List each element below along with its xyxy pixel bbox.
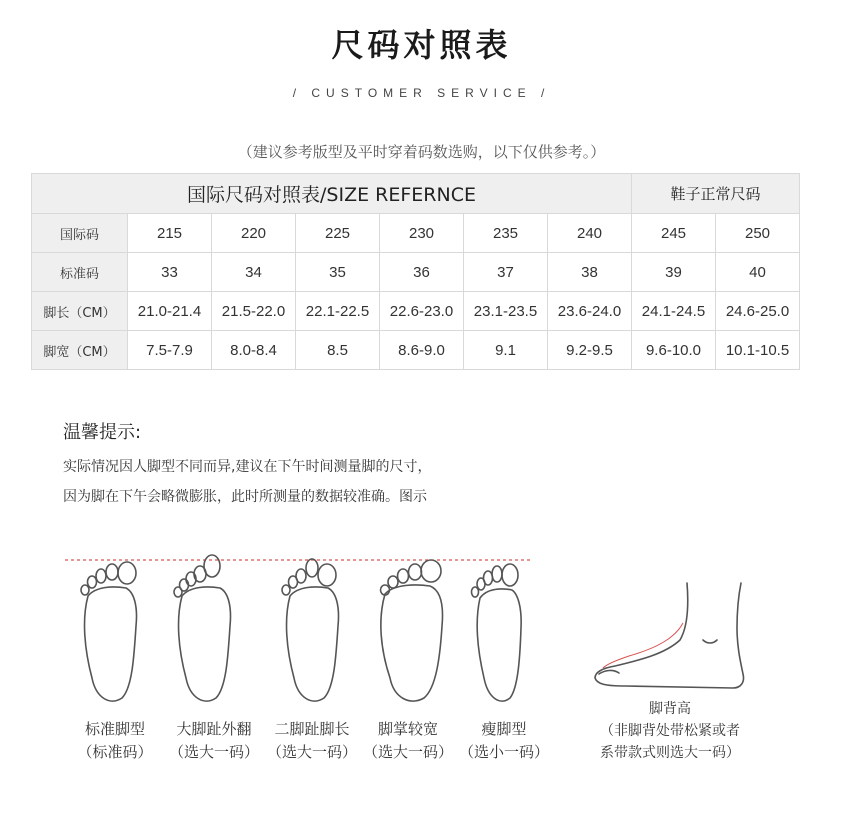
row-label: 标准码 (32, 253, 128, 292)
table-cell: 23.1-23.5 (464, 292, 548, 331)
table-cell: 245 (632, 214, 716, 253)
foot-caption-bunion (166, 718, 262, 764)
slim-foot-icon (472, 564, 522, 701)
reference-note: （建议参考版型及平时穿着码数选购，以下仅供参考。） (237, 143, 606, 161)
standard-foot-icon (81, 562, 137, 701)
table-cell: 9.1 (464, 331, 548, 370)
page-title: 尺码对照表 (331, 26, 512, 64)
bunion-foot-icon (174, 555, 231, 701)
side-foot-advice-1: （非脚背处带松紧或者 (600, 723, 740, 739)
table-cell: 9.6-10.0 (632, 331, 716, 370)
table-row-foot-length (32, 292, 800, 331)
table-cell: 240 (548, 214, 632, 253)
table-row-standard (32, 253, 800, 292)
foot-caption-standard (72, 718, 158, 764)
table-cell: 9.2-9.5 (548, 331, 632, 370)
foot-type-name: 二脚趾脚长 (274, 720, 350, 738)
size-chart-table (31, 173, 800, 370)
foot-type-advice: （选小一码） (458, 743, 549, 761)
side-foot-name: 脚背高 (649, 701, 691, 717)
table-cell: 40 (716, 253, 800, 292)
table-cell: 10.1-10.5 (716, 331, 800, 370)
high-instep-foot-illustration (585, 578, 755, 698)
foot-type-advice: （选大一码） (362, 743, 453, 761)
foot-caption-slim (456, 718, 552, 764)
foot-type-name: 脚掌较宽 (377, 720, 438, 738)
foot-type-advice: （选大一码） (168, 743, 259, 761)
table-cell: 8.6-9.0 (380, 331, 464, 370)
table-cell: 39 (632, 253, 716, 292)
wide-foot-icon (381, 560, 443, 701)
table-cell: 35 (296, 253, 380, 292)
instep-curve-line (603, 623, 683, 668)
side-foot-icon (595, 583, 744, 688)
table-cell: 8.0-8.4 (212, 331, 296, 370)
table-cell: 8.5 (296, 331, 380, 370)
foot-caption-long-second-toe (264, 718, 360, 764)
foot-type-name: 大脚趾外翻 (176, 720, 252, 738)
table-cell: 24.6-25.0 (716, 292, 800, 331)
table-cell: 22.6-23.0 (380, 292, 464, 331)
table-right-header: 鞋子正常尺码 (632, 174, 800, 214)
table-cell: 37 (464, 253, 548, 292)
table-cell: 230 (380, 214, 464, 253)
table-cell: 34 (212, 253, 296, 292)
table-header-row (32, 174, 800, 214)
table-cell: 235 (464, 214, 548, 253)
table-cell: 38 (548, 253, 632, 292)
side-foot-advice-2: 系带款式则选大一码） (600, 745, 740, 761)
table-cell: 250 (716, 214, 800, 253)
foot-caption-wide (360, 718, 456, 764)
table-main-header: 国际尺码对照表/SIZE REFERNCE (32, 174, 632, 214)
table-cell: 22.1-22.5 (296, 292, 380, 331)
foot-type-advice: （标准码） (77, 743, 153, 761)
side-foot-caption (585, 698, 755, 764)
table-cell: 21.0-21.4 (128, 292, 212, 331)
table-cell: 215 (128, 214, 212, 253)
tips-title: 温馨提示: (63, 422, 142, 443)
table-cell: 23.6-24.0 (548, 292, 632, 331)
row-label: 脚长（CM） (32, 292, 128, 331)
table-cell: 220 (212, 214, 296, 253)
tips-line-2: 因为脚在下午会略微膨胀，此时所测量的数据较准确。图示 (63, 489, 427, 505)
table-row-foot-width (32, 331, 800, 370)
table-cell: 24.1-24.5 (632, 292, 716, 331)
table-cell: 21.5-22.0 (212, 292, 296, 331)
foot-type-advice: （选大一码） (266, 743, 357, 761)
table-cell: 7.5-7.9 (128, 331, 212, 370)
foot-type-name: 瘦脚型 (481, 720, 527, 738)
foot-types-illustration (60, 548, 540, 713)
row-label: 国际码 (32, 214, 128, 253)
table-cell: 33 (128, 253, 212, 292)
table-cell: 36 (380, 253, 464, 292)
foot-type-name: 标准脚型 (84, 720, 145, 738)
customer-service-subtitle: / CUSTOMER SERVICE / (292, 86, 551, 100)
long-second-toe-foot-icon (282, 559, 339, 701)
row-label: 脚宽（CM） (32, 331, 128, 370)
table-row-international (32, 214, 800, 253)
tips-line-1: 实际情况因人脚型不同而异,建议在下午时间测量脚的尺寸， (63, 459, 432, 475)
table-cell: 225 (296, 214, 380, 253)
